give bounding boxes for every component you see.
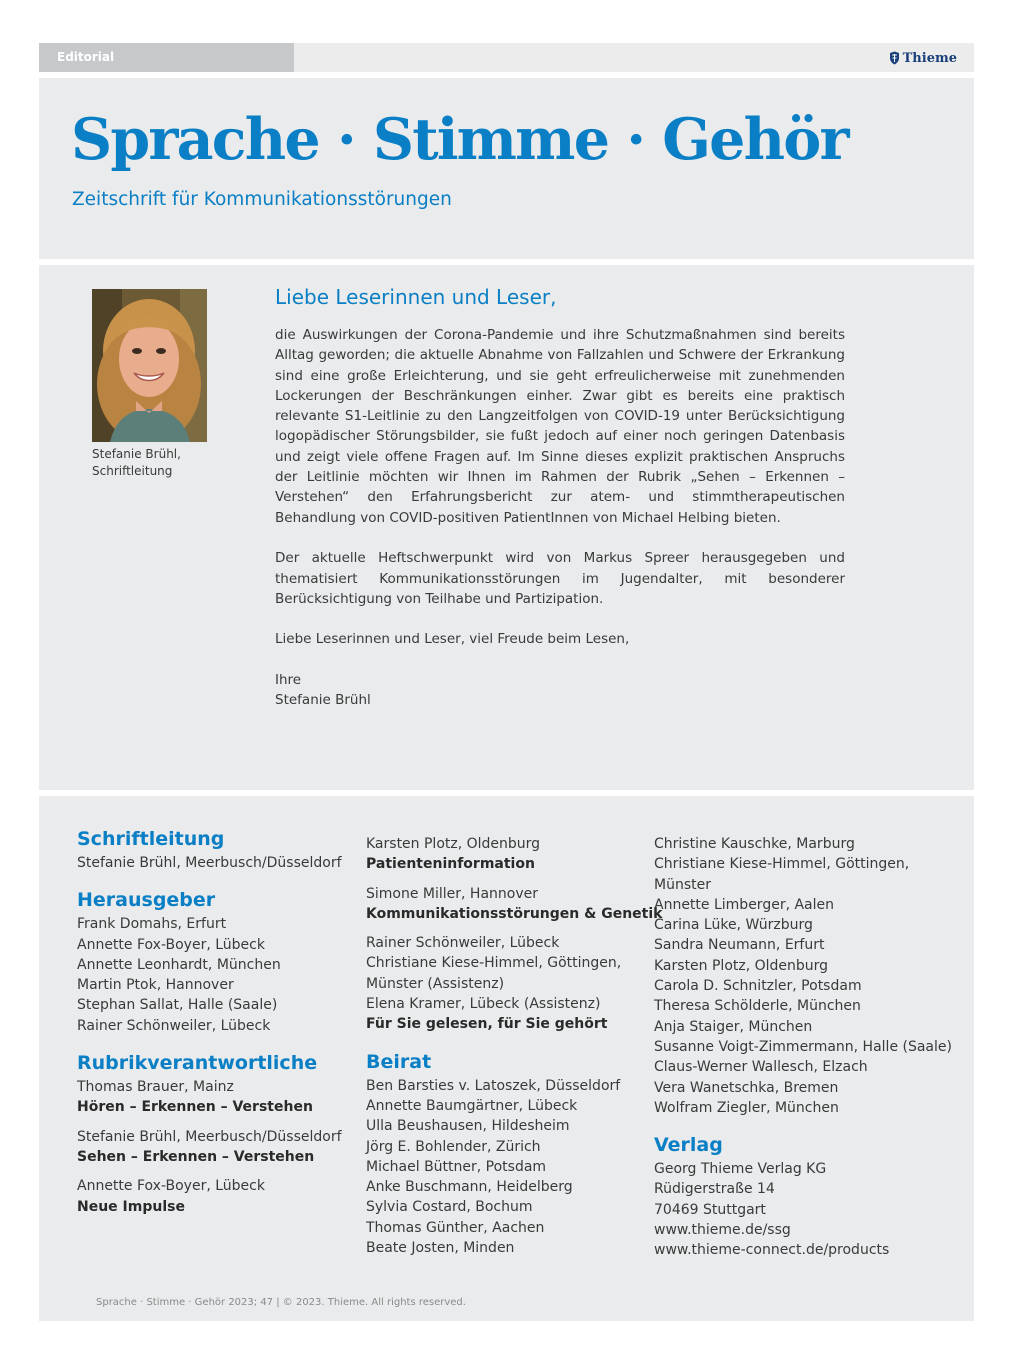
page-footer: Sprache · Stimme · Gehör 2023; 47 | © 2023. Thieme. All rights reserved.: [96, 1297, 466, 1308]
list-item: Sylvia Costard, Bochum: [366, 1199, 533, 1216]
rubric-group: [366, 834, 651, 875]
list-item: Christiane Kiese-Himmel, Göttingen,: [366, 955, 622, 972]
credits-column-1: [77, 826, 362, 1231]
list-item: Stephan Sallat, Halle (Saale): [77, 997, 278, 1014]
verlag-heading: Verlag: [654, 1134, 723, 1157]
list-item: Anke Buschmann, Heidelberg: [366, 1179, 573, 1196]
list-item: Elena Kramer, Lübeck (Assistenz): [366, 996, 601, 1013]
rubric-title: Patienteninformation: [366, 856, 535, 873]
rubric-title: Sehen – Erkennen – Verstehen: [77, 1148, 315, 1165]
list-item: Annette Fox-Boyer, Lübeck: [77, 1178, 265, 1195]
editorial-greeting: Liebe Leserinnen und Leser,: [275, 285, 557, 309]
list-item: Thomas Brauer, Mainz: [77, 1079, 234, 1096]
caption-name: Stefanie Brühl,: [92, 447, 181, 461]
letter-signature: [275, 670, 845, 711]
rubric-group: [77, 1127, 362, 1168]
masthead-credits-panel: [39, 796, 974, 1321]
list-item: Karsten Plotz, Oldenburg: [654, 957, 829, 974]
list-item: Beate Josten, Minden: [366, 1240, 515, 1257]
publisher-logo[interactable]: [889, 50, 957, 66]
list-item: Theresa Schölderle, München: [654, 998, 861, 1015]
list-item: Annette Leonhardt, München: [77, 956, 281, 973]
list-item: Karsten Plotz, Oldenburg: [366, 836, 541, 852]
list-item: Carina Lüke, Würzburg: [654, 917, 813, 934]
credits-column-3: [654, 834, 954, 1275]
list-item: 70469 Stuttgart: [654, 1201, 766, 1218]
section-header-bar: [39, 43, 974, 72]
rubric-group: [366, 933, 651, 1034]
journal-title: Sprache · Stimme · Gehör: [71, 106, 848, 173]
list-item: Münster: [654, 876, 711, 893]
rubric-title: Hören – Erkennen – Verstehen: [77, 1099, 313, 1116]
journal-masthead: [39, 78, 974, 259]
caption-role: Schriftleitung: [92, 464, 173, 478]
rubrik-heading: Rubrikverantwortliche: [77, 1052, 318, 1075]
credits-column-2: [366, 834, 663, 1272]
schriftleitung-section: [77, 826, 362, 873]
list-item: Simone Miller, Hannover: [366, 885, 539, 902]
list-item: Martin Ptok, Hannover: [77, 977, 234, 994]
list-item: Stefanie Brühl, Meerbusch/Düsseldorf: [77, 855, 342, 871]
list-item: Ulla Beushausen, Hildesheim: [366, 1118, 570, 1135]
list-item: Annette Limberger, Aalen: [654, 896, 835, 913]
list-item: Rainer Schönweiler, Lübeck: [366, 935, 560, 952]
rubric-group: [77, 1176, 362, 1217]
publisher-link[interactable]: www.thieme.de/ssg: [654, 1222, 791, 1239]
list-item: Wolfram Ziegler, München: [654, 1099, 839, 1116]
letter-paragraph-1: die Auswirkungen der Corona-Pandemie und ihre Schutzmaßnahmen sind bereits Alltag geworden; die aktuelle Abnahme von Fallzahlen und Schwere der Erkrankung sind eine große Erleichterung, und sie geht erfreulicherweise mit zunehmenden Lockerungen der Beschränkungen einher. Zwar gibt es bereits eine praktisch relevante S1-Leitlinie zu den Langzeitfolgen von COVID-19 unter Berücksichtigung logopädischer Störungsbilder, sie fußt jedoch auf einer noch geringen Datenbasis und zeigt viele offene Fragen auf. Im Sinne dieses explizit praktischen Anspruchs der Leitlinie möchten wir Ihnen im Rahmen der Rubrik „Sehen – Erkennen – Verstehen“ den Erfahrungsbericht zur atem- und stimmtherapeutischen Behandlung von COVID-positiven PatientInnen von Michael Helbing bieten.: [275, 327, 845, 526]
list-item: Susanne Voigt-Zimmermann, Halle (Saale): [654, 1038, 952, 1055]
rubric-title: Für Sie gelesen, für Sie gehört: [366, 1016, 608, 1033]
list-item: Christine Kauschke, Marburg: [654, 836, 855, 852]
list-item: Rainer Schönweiler, Lübeck: [77, 1017, 271, 1034]
list-item: Vera Wanetschka, Bremen: [654, 1079, 839, 1096]
thieme-crest-icon: [889, 51, 900, 65]
portrait-illustration: [92, 289, 207, 442]
herausgeber-heading: Herausgeber: [77, 889, 216, 912]
list-item: Claus-Werner Wallesch, Elzach: [654, 1059, 868, 1076]
signature-name: Stefanie Brühl: [275, 692, 371, 709]
list-item: Münster (Assistenz): [366, 975, 505, 992]
verlag-section: [654, 1132, 954, 1260]
letter-paragraph-2: Der aktuelle Heftschwerpunkt wird von Markus Spreer herausgegeben und thematisiert Kommunikationsstörungen im Jugendalter, mit besonderer Berücksichtigung von Teilhabe und Partizipation.: [275, 550, 845, 607]
list-item: Rüdigerstraße 14: [654, 1181, 775, 1198]
list-item: Annette Baumgärtner, Lübeck: [366, 1097, 578, 1114]
list-item: Jörg E. Bohlender, Zürich: [366, 1138, 541, 1155]
schriftleitung-heading: Schriftleitung: [77, 828, 225, 850]
beirat-heading: Beirat: [366, 1050, 432, 1073]
author-photo: [92, 289, 207, 442]
closing-word: Ihre: [275, 672, 302, 689]
list-item: Frank Domahs, Erfurt: [77, 916, 227, 933]
list-item: Stefanie Brühl, Meerbusch/Düsseldorf: [77, 1128, 342, 1145]
list-item: Ben Barsties v. Latoszek, Düsseldorf: [366, 1077, 621, 1094]
publisher-logo-text: Thieme: [902, 50, 957, 66]
herausgeber-section: [77, 887, 362, 1036]
rubric-title: Neue Impulse: [77, 1198, 185, 1215]
list-item: Thomas Günther, Aachen: [366, 1219, 545, 1236]
section-tag: Editorial: [39, 43, 294, 72]
beirat-continued: [654, 834, 954, 1118]
rubric-group: [366, 884, 663, 925]
editorial-letter: [275, 325, 845, 731]
publisher-link[interactable]: www.thieme-connect.de/products: [654, 1242, 890, 1259]
list-item: Carola D. Schnitzler, Potsdam: [654, 978, 862, 995]
letter-paragraph-3: Liebe Leserinnen und Leser, viel Freude beim Lesen,: [275, 631, 630, 648]
photo-caption: [92, 446, 181, 480]
list-item: Christiane Kiese-Himmel, Göttingen,: [654, 856, 910, 873]
list-item: Anja Staiger, München: [654, 1018, 813, 1035]
editorial-panel: [39, 265, 974, 790]
list-item: Michael Büttner, Potsdam: [366, 1158, 547, 1175]
rubric-group: [77, 1077, 362, 1118]
journal-subtitle: Zeitschrift für Kommunikationsstörungen: [72, 189, 452, 210]
list-item: Georg Thieme Verlag KG: [654, 1161, 827, 1178]
rubrik-section: [77, 1050, 362, 1217]
list-item: Sandra Neumann, Erfurt: [654, 937, 825, 954]
list-item: Annette Fox-Boyer, Lübeck: [77, 936, 265, 953]
beirat-section: [366, 1049, 651, 1259]
rubric-title: Kommunikationsstörungen & Genetik: [366, 905, 663, 922]
